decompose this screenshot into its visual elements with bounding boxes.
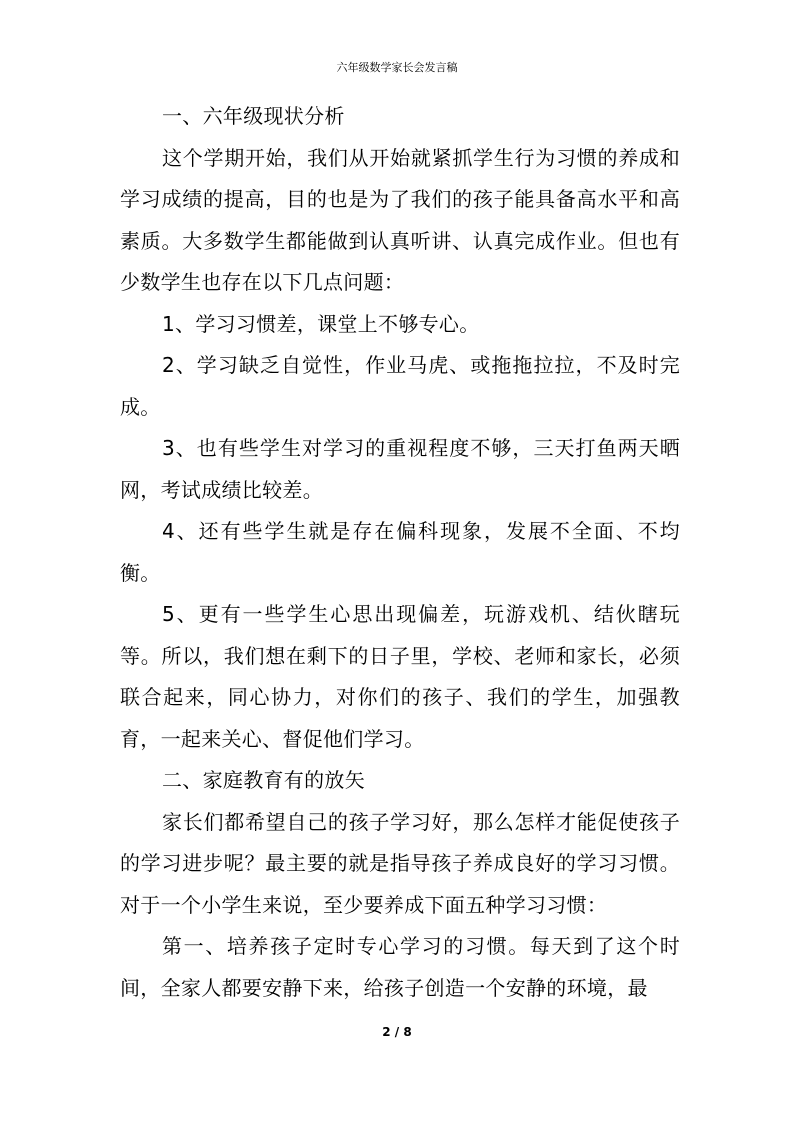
- list-item-3: 3、也有些学生对学习的重视程度不够，三天打鱼两天晒网，考试成绩比较差。: [120, 436, 680, 502]
- document-body: [120, 96, 680, 1009]
- paragraph-intro: 这个学期开始，我们从开始就紧抓学生行为习惯的养成和学习成绩的提高，目的也是为了我们的孩子能具备高水平和高素质。大多数学生都能做到认真听讲、认真完成作业。但也有少数学生也存在以下几点问题：: [120, 145, 680, 294]
- section-heading-1: 一、六年级现状分析: [162, 104, 345, 128]
- page-header: 六年级数学家长会发言稿: [336, 61, 458, 74]
- list-item-1: 1、学习习惯差，课堂上不够专心。: [162, 311, 480, 336]
- section-heading-2: 二、家庭教育有的放矢: [162, 768, 365, 792]
- list-item-2: 2、学习缺乏自觉性，作业马虎、或拖拖拉拉，不及时完成。: [120, 353, 680, 419]
- page-number: 2 / 8: [382, 1025, 412, 1039]
- list-item-5: 5、更有一些学生心思出现偏差，玩游戏机、结伙瞎玩等。所以，我们想在剩下的日子里，学校、老师和家长，必须联合起来，同心协力，对你们的孩子、我们的学生，加强教育，一起来关心、督促他们学习。: [120, 602, 680, 751]
- list-item-4: 4、还有些学生就是存在偏科现象，发展不全面、不均衡。: [120, 519, 680, 585]
- paragraph-parents: 家长们都希望自己的孩子学习好，那么怎样才能促使孩子的学习进步呢？最主要的就是指导孩子养成良好的学习习惯。对于一个小学生来说，至少要养成下面五种学习习惯：: [120, 809, 680, 917]
- paragraph-habit-1: 第一、培养孩子定时专心学习的习惯。每天到了这个时间，全家人都要安静下来，给孩子创造一个安静的环境，最: [120, 934, 680, 1000]
